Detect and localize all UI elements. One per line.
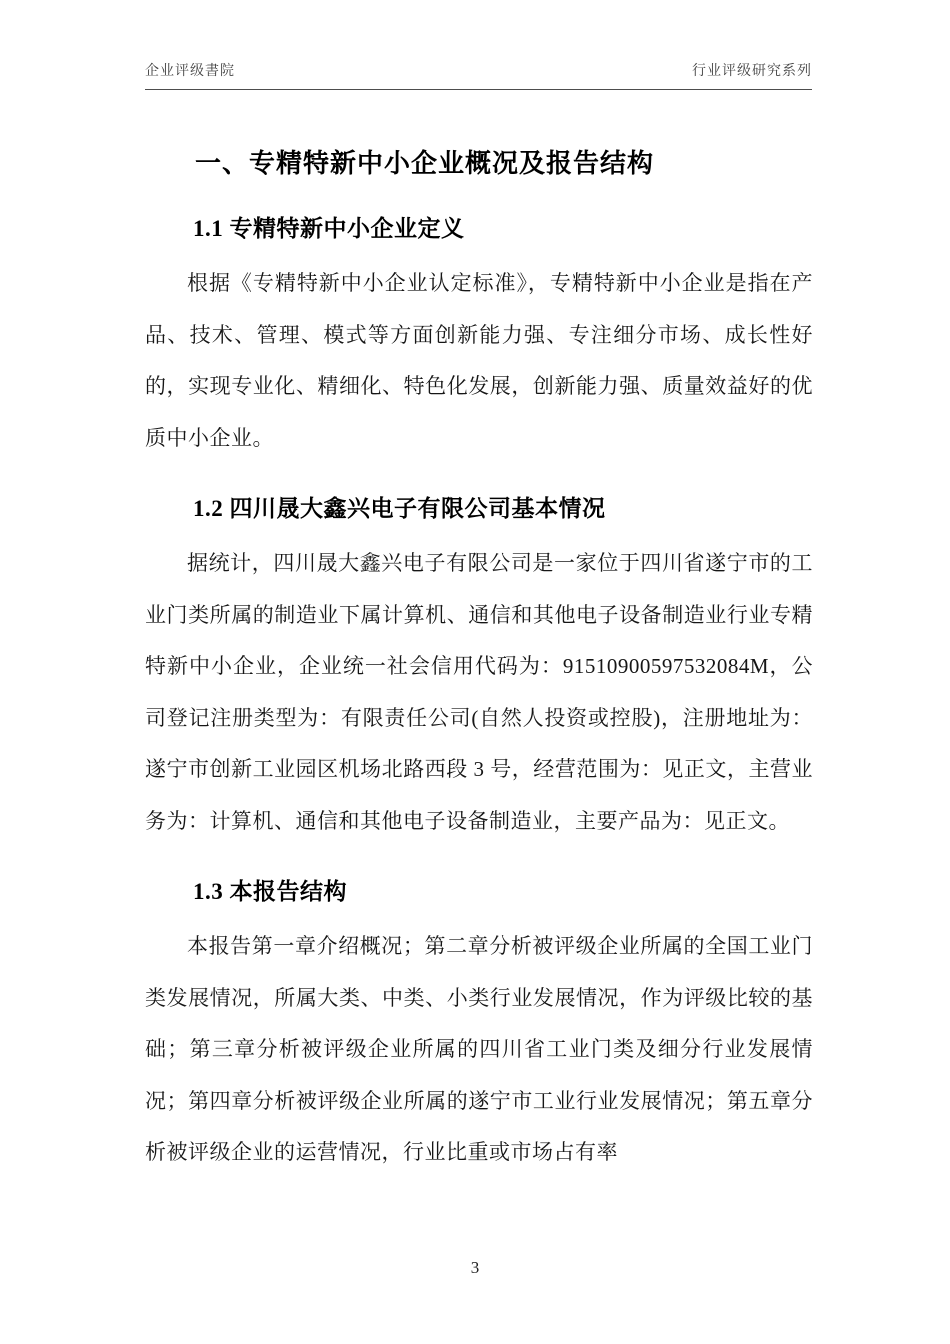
header-right-text: 行业评级研究系列	[692, 62, 812, 78]
header-left-text: 企业评级書院	[145, 62, 235, 78]
page-header	[145, 60, 812, 90]
section-heading-1-3: 1.3 本报告结构	[193, 879, 347, 904]
chapter-title: 一、专精特新中小企业概况及报告结构	[195, 149, 655, 178]
paragraph-company-profile: 据统计，四川晟大鑫兴电子有限公司是一家位于四川省遂宁市的工业门类所属的制造业下属计算机、通信和其他电子设备制造业行业专精特新中小企业，企业统一社会信用代码为：91510900597532084M，公司登记注册类型为：有限责任公司(自然人投资或控股)，注册地址为：遂宁市创新工业园区机场北路西段 3 号，经营范围为：见正文，主营业务为：计算机、通信和其他电子设备制造业，主要产品为：见正文。	[145, 551, 813, 833]
section-heading-1-1: 1.1 专精特新中小企业定义	[193, 216, 465, 241]
paragraph-definition: 根据《专精特新中小企业认定标准》，专精特新中小企业是指在产品、技术、管理、模式等方面创新能力强、专注细分市场、成长性好的，实现专业化、精细化、特色化发展，创新能力强、质量效益好的优质中小企业。	[145, 271, 813, 450]
page-footer	[0, 1258, 950, 1278]
section-company-profile	[145, 490, 813, 847]
page-body	[145, 128, 813, 1181]
paragraph-report-structure: 本报告第一章介绍概况；第二章分析被评级企业所属的全国工业门类发展情况，所属大类、中类、小类行业发展情况，作为评级比较的基础；第三章分析被评级企业所属的四川省工业门类及细分行业发展情况；第四章分析被评级企业所属的遂宁市工业行业发展情况；第五章分析被评级企业的运营情况，行业比重或市场占有率	[145, 934, 813, 1164]
page-number: 3	[470, 1258, 480, 1277]
section-report-structure	[145, 873, 813, 1179]
section-definition	[145, 210, 813, 464]
section-heading-1-2: 1.2 四川晟大鑫兴电子有限公司基本情况	[193, 496, 606, 521]
